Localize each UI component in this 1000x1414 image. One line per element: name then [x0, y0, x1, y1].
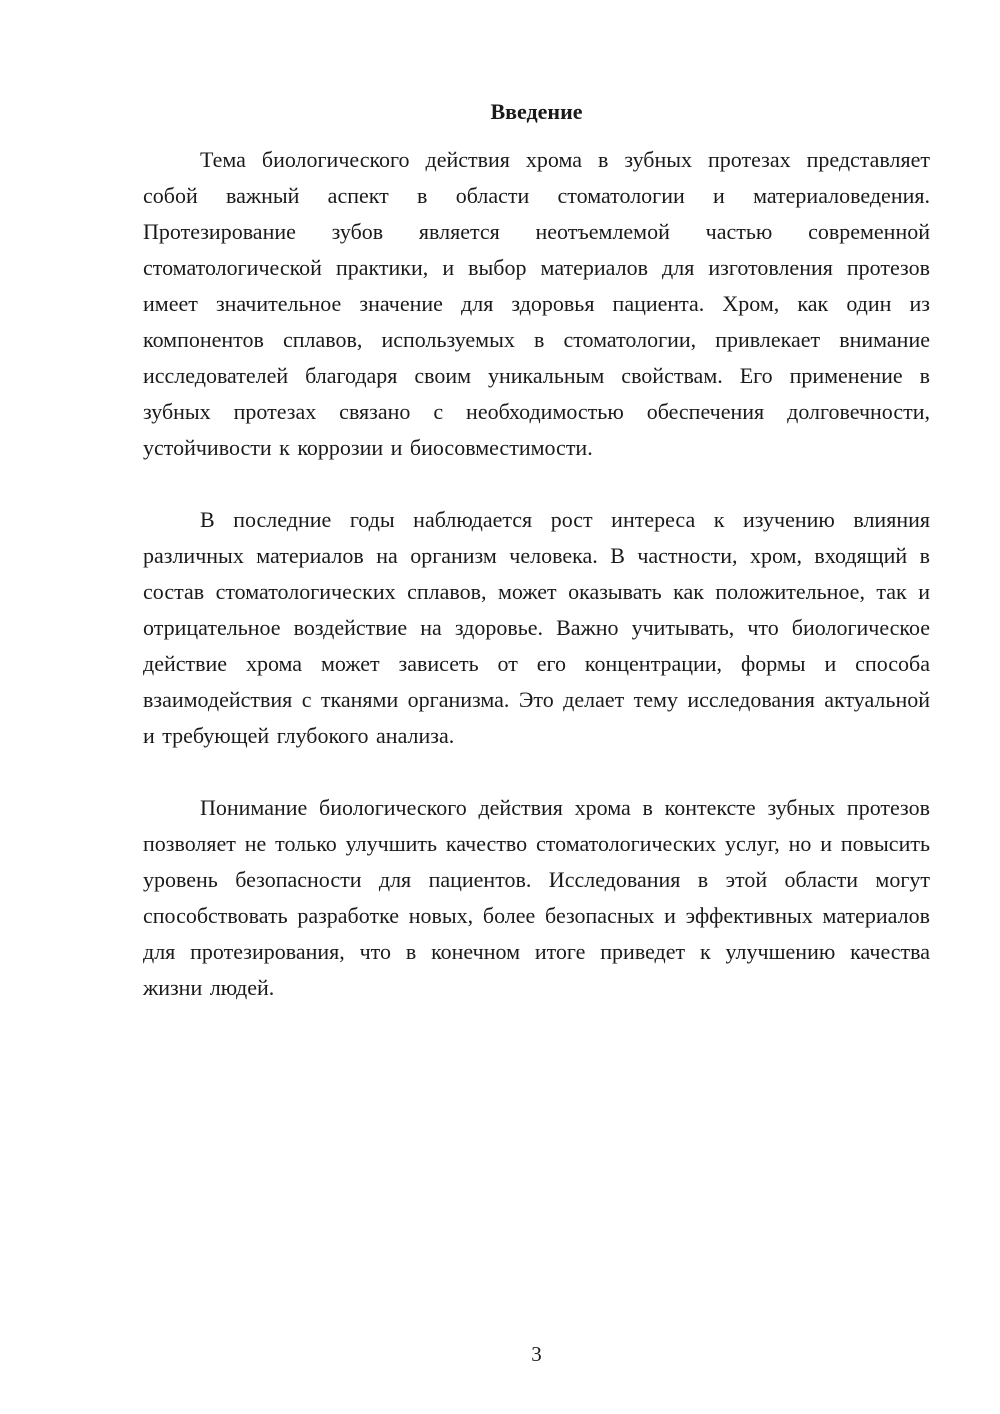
paragraph-significance: Понимание биологического действия хрома в контексте зубных протезов позволяет не только улучшить качество стоматологических услуг, но и повысить уровень безопасности для пациентов. Исследования в этой области могут способствовать разработке новых, более безопасных и эффективных материалов для протезирования, что в конечном итоге приведет к улучшению качества жизни людей. [143, 795, 930, 1000]
paragraph-intro-topic: Тема биологического действия хрома в зубных протезах представляет собой важный аспект в области стоматологии и материаловедения. Протезирование зубов является неотъемлемой частью современной стоматологической практики, и выбор материалов для изготовления протезов имеет значительное значение для здоровья пациента. Хром, как один из компонентов сплавов, используемых в стоматологии, привлекает внимание исследователей благодаря своим уникальным свойствам. Его применение в зубных протезах связано с необходимостью обеспечения долговечности, устойчивости к коррозии и биосовместимости. [143, 147, 930, 460]
page-title: Введение [490, 99, 583, 124]
paragraph-research-interest: В последние годы наблюдается рост интереса к изучению влияния различных материалов на организм человека. В частности, хром, входящий в состав стоматологических сплавов, может оказывать как положительное, так и отрицательное воздействие на здоровье. Важно учитывать, что биологическое действие хрома может зависеть от его концентрации, формы и способа взаимодействия с тканями организма. Это делает тему исследования актуальной и требующей глубокого анализа. [143, 507, 930, 748]
page-number: 3 [531, 1342, 542, 1366]
